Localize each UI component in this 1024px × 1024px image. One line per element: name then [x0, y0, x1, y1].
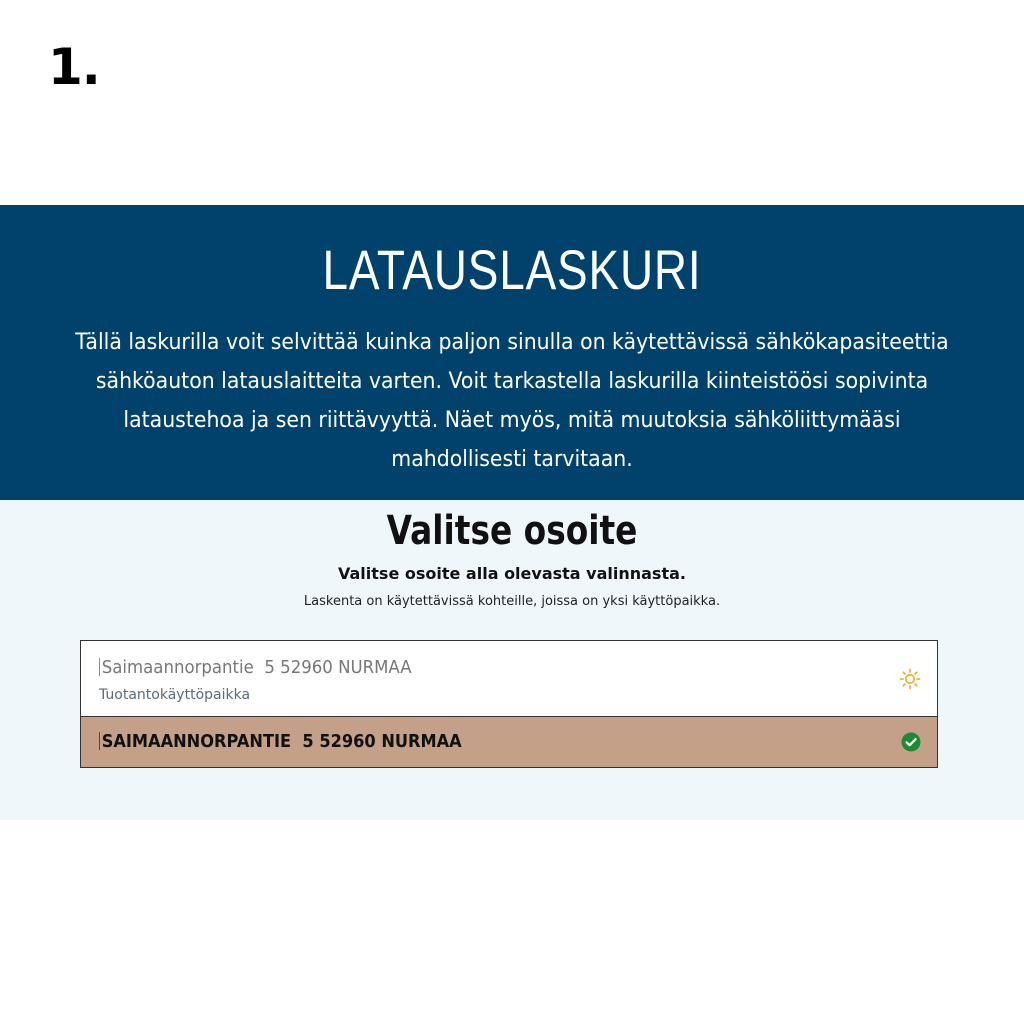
hero-description: Tällä laskurilla voit selvittää kuinka paljon sinulla on käytettävissä sähkökapasiteettia sähköauton latauslaitteita varten. Voit tarkastella laskurilla kiinteistöösi sopivinta lataustehoa ja sen riittävyyttä. Näet myös, mitä muutoksia sähköliittymääsi mahdollisesti tarvitaan.: [75, 330, 949, 472]
step-number: 1.: [48, 38, 100, 96]
check-circle-icon: [901, 732, 921, 752]
instruction-text: Valitse osoite alla olevasta valinnasta.: [338, 564, 686, 583]
address-section: [0, 500, 1024, 820]
address-option-list: [80, 640, 938, 768]
page-title: LATAUSLASKURI: [322, 238, 702, 301]
address-option-type: Tuotantokäyttöpaikka: [99, 687, 251, 703]
hero-banner: [0, 205, 1024, 500]
address-option-production[interactable]: [81, 641, 937, 717]
address-option-selected[interactable]: [81, 717, 937, 767]
selected-address-street: SAIMAANNORPANTIE: [101, 731, 292, 752]
section-title: Valitse osoite: [386, 508, 638, 554]
selected-address-label: [99, 731, 462, 752]
address-street: Saimaannorpantie: [101, 657, 254, 678]
selected-address-rest: 5 52960 NURMAA: [302, 731, 462, 752]
text-caret: [99, 658, 100, 676]
text-caret: [99, 732, 100, 750]
sun-icon: [899, 668, 921, 690]
address-rest: 5 52960 NURMAA: [264, 657, 412, 678]
address-option-label: [99, 657, 412, 678]
note-text: Laskenta on käytettävissä kohteille, joissa on yksi käyttöpaikka.: [303, 594, 721, 609]
